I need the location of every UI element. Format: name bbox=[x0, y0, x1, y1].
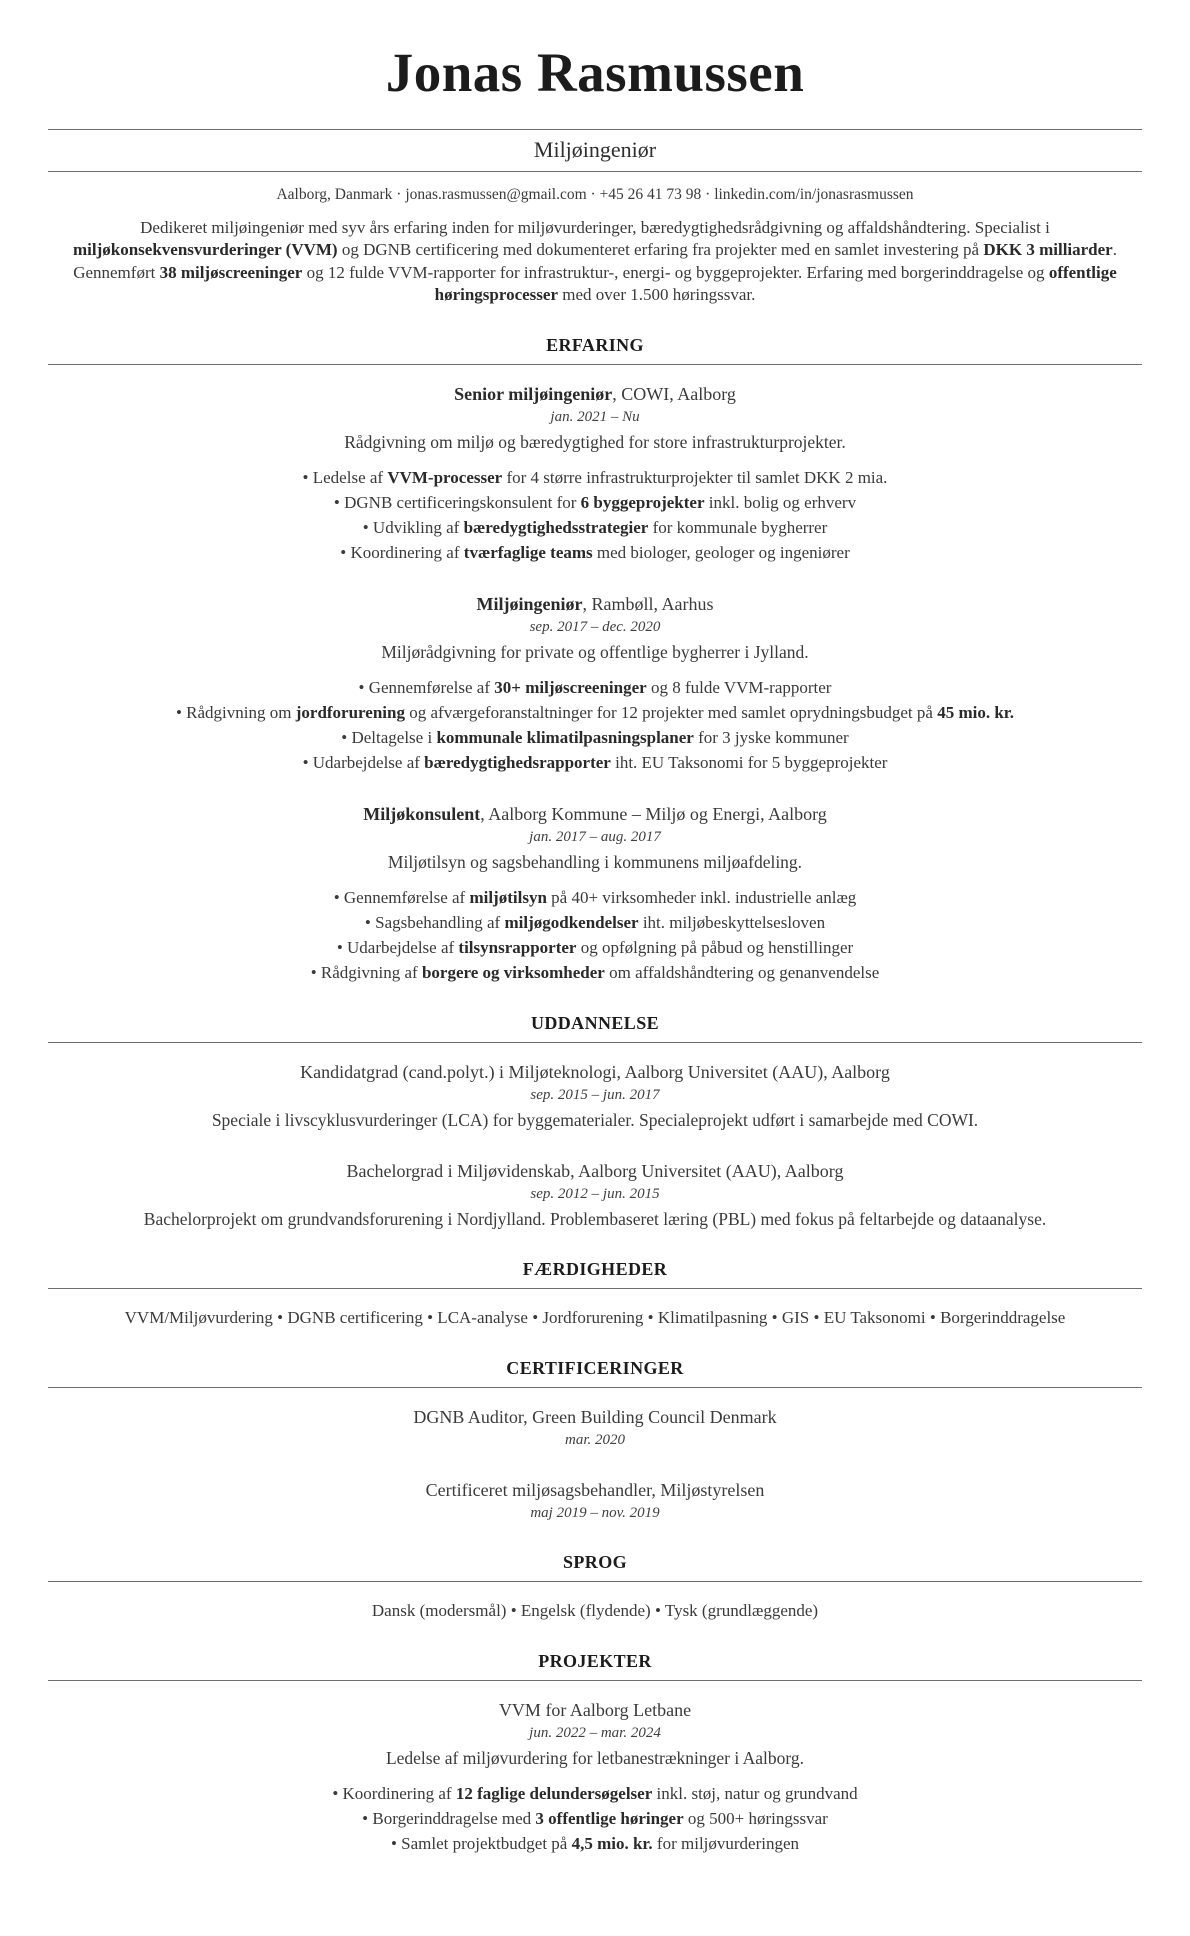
divider bbox=[48, 129, 1142, 130]
divider bbox=[48, 171, 1142, 172]
section-heading-certifications: CERTIFICERINGER bbox=[506, 1357, 684, 1378]
languages-list: Dansk (modersmål) • Engelsk (flydende) • Tysk (grundlæggende) bbox=[371, 1600, 819, 1620]
experience-entry bbox=[48, 382, 1142, 565]
entry-title: VVM for Aalborg Letbane bbox=[498, 1699, 692, 1720]
bullet-item: • Gennemførelse af 30+ miljøscreeninger og 8 fulde VVM-rapporter bbox=[48, 675, 1142, 700]
entry-dates: sep. 2015 – jun. 2017 bbox=[530, 1086, 660, 1103]
entry-dates: maj 2019 – nov. 2019 bbox=[530, 1504, 660, 1521]
education-entry bbox=[48, 1159, 1142, 1231]
entry-dates: jan. 2017 – aug. 2017 bbox=[529, 828, 661, 845]
experience-body bbox=[48, 365, 1142, 985]
experience-entry bbox=[48, 592, 1142, 775]
entry-title: Certificeret miljøsagsbehandler, Miljøstyrelsen bbox=[425, 1479, 765, 1500]
section-heading-projects: PROJEKTER bbox=[538, 1650, 652, 1671]
entry-dates: sep. 2017 – dec. 2020 bbox=[529, 618, 661, 635]
bullet-item: • Koordinering af tværfaglige teams med biologer, geologer og ingeniører bbox=[48, 540, 1142, 565]
bullet-item: • Sagsbehandling af miljøgodkendelser iht. miljøbeskyttelsesloven bbox=[48, 910, 1142, 935]
bullet-item: • Rådgivning om jordforurening og afværgeforanstaltninger for 12 projekter med samlet oprydningsbudget på 45 mio. kr. bbox=[48, 700, 1142, 725]
entry-description: Bachelorprojekt om grundvandsforurening i Nordjylland. Problembaseret læring (PBL) med fokus på feltarbejde og dataanalyse. bbox=[143, 1208, 1047, 1229]
entry-title: Bachelorgrad i Miljøvidenskab, Aalborg Universitet (AAU), Aalborg bbox=[346, 1160, 844, 1181]
entry-description: Speciale i livscyklusvurderinger (LCA) for byggematerialer. Specialeprojekt udført i samarbejde med COWI. bbox=[211, 1109, 979, 1130]
certifications-body bbox=[48, 1388, 1142, 1524]
certification-entry bbox=[48, 1405, 1142, 1451]
projects-body bbox=[48, 1681, 1142, 1856]
bullet-item: • Rådgivning af borgere og virksomheder om affaldshåndtering og genanvendelse bbox=[48, 960, 1142, 985]
contact-line: Aalborg, Danmark · jonas.rasmussen@gmail.com · +45 26 41 73 98 · linkedin.com/in/jonasrasmussen bbox=[276, 185, 914, 203]
section-experience bbox=[48, 335, 1142, 985]
bullet-list bbox=[48, 885, 1142, 985]
education-body bbox=[48, 1043, 1142, 1231]
resume-header bbox=[48, 44, 1142, 307]
section-heading-education: UDDANNELSE bbox=[530, 1012, 660, 1033]
section-skills bbox=[48, 1259, 1142, 1330]
entry-title: Miljøkonsulent, Aalborg Kommune – Miljø og Energi, Aalborg bbox=[363, 803, 827, 824]
section-projects bbox=[48, 1651, 1142, 1856]
entry-dates: jun. 2022 – mar. 2024 bbox=[529, 1724, 661, 1741]
bullet-item: • Udvikling af bæredygtighedsstrategier for kommunale bygherrer bbox=[48, 515, 1142, 540]
bullet-item: • Borgerinddragelse med 3 offentlige høringer og 500+ høringssvar bbox=[48, 1806, 1142, 1831]
bullet-item: • Gennemførelse af miljøtilsyn på 40+ virksomheder inkl. industrielle anlæg bbox=[48, 885, 1142, 910]
entry-description: Miljøtilsyn og sagsbehandling i kommunens miljøafdeling. bbox=[387, 851, 803, 872]
education-entry bbox=[48, 1060, 1142, 1132]
entry-description: Miljørådgivning for private og offentlige bygherrer i Jylland. bbox=[381, 641, 809, 662]
experience-entry bbox=[48, 802, 1142, 985]
section-heading-languages: SPROG bbox=[562, 1551, 627, 1572]
section-heading-experience: ERFARING bbox=[546, 334, 644, 355]
section-heading-skills: FÆRDIGHEDER bbox=[522, 1258, 668, 1279]
summary-paragraph: Dedikeret miljøingeniør med syv års erfaring inden for miljøvurderinger, bæredygtighedsrådgivning og affaldshåndtering. Specialist i miljøkonsekvensvurderinger (VVM) og DGNB certificering med dokumenteret erfaring fra projekter med en samlet investering på DKK 3 milliarder. Gennemført 38 miljøscreeninger og 12 fulde VVM-rapporter for infrastruktur-, energi- og byggeprojekter. Erfaring med borgerinddragelse og offentlige høringsprocesser med over 1.500 høringssvar. bbox=[73, 217, 1117, 305]
bullet-list bbox=[48, 1781, 1142, 1856]
bullet-item: • Udarbejdelse af tilsynsrapporter og opfølgning på påbud og henstillinger bbox=[48, 935, 1142, 960]
person-job-title: Miljøingeniør bbox=[533, 136, 657, 162]
entry-title: Kandidatgrad (cand.polyt.) i Miljøteknologi, Aalborg Universitet (AAU), Aalborg bbox=[300, 1061, 890, 1082]
skills-list: VVM/Miljøvurdering • DGNB certificering • LCA-analyse • Jordforurening • Klimatilpasning • GIS • EU Taksonomi • Borgerinddragelse bbox=[124, 1307, 1066, 1327]
entry-description: Ledelse af miljøvurdering for letbanestrækninger i Aalborg. bbox=[385, 1747, 805, 1768]
bullet-item: • DGNB certificeringskonsulent for 6 byggeprojekter inkl. bolig og erhverv bbox=[48, 490, 1142, 515]
bullet-list bbox=[48, 465, 1142, 565]
bullet-item: • Udarbejdelse af bæredygtighedsrapporter iht. EU Taksonomi for 5 byggeprojekter bbox=[48, 750, 1142, 775]
skills-body bbox=[48, 1289, 1142, 1330]
entry-description: Rådgivning om miljø og bæredygtighed for store infrastrukturprojekter. bbox=[344, 431, 846, 452]
entry-dates: mar. 2020 bbox=[564, 1431, 625, 1448]
entry-title: Miljøingeniør, Rambøll, Aarhus bbox=[476, 593, 714, 614]
project-entry bbox=[48, 1698, 1142, 1856]
bullet-list bbox=[48, 675, 1142, 775]
entry-dates: sep. 2012 – jun. 2015 bbox=[530, 1185, 660, 1202]
certification-entry bbox=[48, 1478, 1142, 1524]
entry-title: Senior miljøingeniør, COWI, Aalborg bbox=[454, 383, 736, 404]
bullet-item: • Koordinering af 12 faglige delundersøgelser inkl. støj, natur og grundvand bbox=[48, 1781, 1142, 1806]
section-languages bbox=[48, 1552, 1142, 1623]
entry-dates: jan. 2021 – Nu bbox=[550, 408, 640, 425]
person-name: Jonas Rasmussen bbox=[385, 42, 805, 103]
bullet-item: • Deltagelse i kommunale klimatilpasningsplaner for 3 jyske kommuner bbox=[48, 725, 1142, 750]
section-education bbox=[48, 1013, 1142, 1231]
languages-body bbox=[48, 1582, 1142, 1623]
bullet-item: • Ledelse af VVM-processer for 4 større infrastrukturprojekter til samlet DKK 2 mia. bbox=[48, 465, 1142, 490]
entry-title: DGNB Auditor, Green Building Council Denmark bbox=[413, 1406, 777, 1427]
section-certifications bbox=[48, 1358, 1142, 1524]
bullet-item: • Samlet projektbudget på 4,5 mio. kr. for miljøvurderingen bbox=[48, 1831, 1142, 1856]
